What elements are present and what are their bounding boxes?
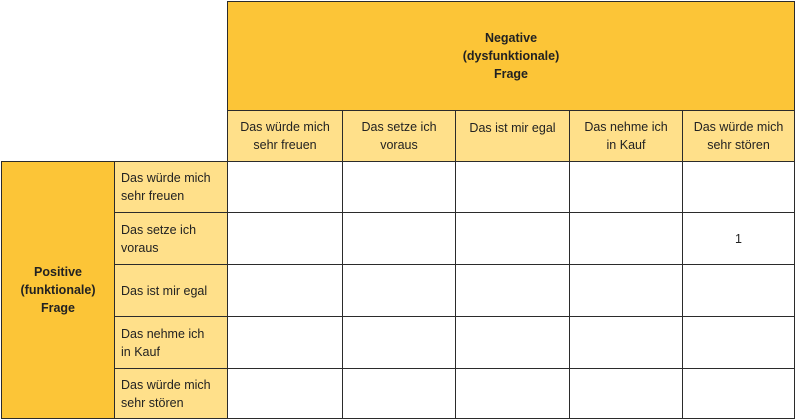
row-header-1-line-2: sehr freuen (121, 189, 185, 203)
row-header-5 (114, 368, 228, 419)
row-header-2-line-2: voraus (121, 240, 159, 255)
row-header-5-line-2: sehr stören (121, 395, 184, 410)
row-header-2 (114, 212, 228, 265)
matrix-cell[interactable] (342, 212, 456, 265)
matrix-cell[interactable] (455, 161, 570, 213)
positive-title-line-2: (funktionale) (20, 283, 96, 297)
matrix-cell[interactable] (342, 368, 456, 419)
matrix-cell[interactable] (682, 161, 795, 213)
matrix-cell[interactable] (455, 368, 570, 419)
row-header-4-line-2: in Kauf (121, 344, 160, 359)
matrix-cell[interactable] (227, 316, 343, 369)
positive-title-line-3: Frage (40, 301, 76, 315)
row-header-3 (114, 264, 228, 317)
matrix-cell[interactable] (682, 316, 795, 369)
negative-question-header (227, 1, 795, 111)
negative-title-line-2: (dysfunktionale) (462, 49, 560, 63)
row-header-5-line-1: Das würde mich (121, 377, 211, 392)
matrix-cell[interactable] (227, 264, 343, 317)
matrix-cell[interactable] (569, 368, 683, 419)
matrix-cell[interactable]: 1 (682, 212, 795, 265)
column-header-4 (569, 110, 683, 162)
matrix-cell[interactable] (569, 212, 683, 265)
column-header-1-line-2: sehr freuen (253, 138, 317, 152)
row-header-3-line-1: Das ist mir egal (121, 283, 208, 298)
column-header-4-line-2: in Kauf (606, 138, 646, 152)
positive-question-header (1, 161, 115, 419)
matrix-cell[interactable] (455, 264, 570, 317)
column-header-3 (455, 110, 570, 162)
column-header-1-line-1: Das würde mich (240, 120, 330, 134)
matrix-cell[interactable] (227, 212, 343, 265)
column-header-2-line-2: voraus (380, 138, 418, 152)
row-header-1-line-1: Das würde mich (121, 171, 211, 185)
row-header-4 (114, 316, 228, 369)
matrix-cell[interactable] (342, 316, 456, 369)
row-header-2-line-1: Das setze ich (121, 222, 197, 237)
column-header-2-line-1: Das setze ich (361, 120, 437, 134)
column-header-4-line-1: Das nehme ich (584, 120, 668, 134)
matrix-cell[interactable] (569, 264, 683, 317)
row-header-1 (114, 161, 228, 213)
matrix-cell[interactable] (227, 368, 343, 419)
matrix-cell[interactable] (682, 264, 795, 317)
column-header-5-line-1: Das würde mich (693, 120, 784, 134)
negative-title-line-1: Negative (484, 31, 538, 45)
matrix-cell[interactable] (227, 161, 343, 213)
column-header-2 (342, 110, 456, 162)
matrix-cell[interactable] (569, 316, 683, 369)
positive-title-line-1: Positive (34, 265, 82, 279)
matrix-cell[interactable] (569, 161, 683, 213)
negative-title-line-3: Frage (493, 67, 529, 81)
column-header-3-line-1: Das ist mir egal (469, 121, 556, 135)
row-header-4-line-1: Das nehme ich (121, 326, 205, 341)
matrix-cell[interactable] (682, 368, 795, 419)
matrix-cell[interactable] (455, 212, 570, 265)
matrix-cell[interactable] (342, 264, 456, 317)
column-header-1 (227, 110, 343, 162)
matrix-cell[interactable] (455, 316, 570, 369)
column-header-5 (682, 110, 795, 162)
column-header-5-line-2: sehr stören (707, 138, 770, 152)
matrix-cell[interactable] (342, 161, 456, 213)
